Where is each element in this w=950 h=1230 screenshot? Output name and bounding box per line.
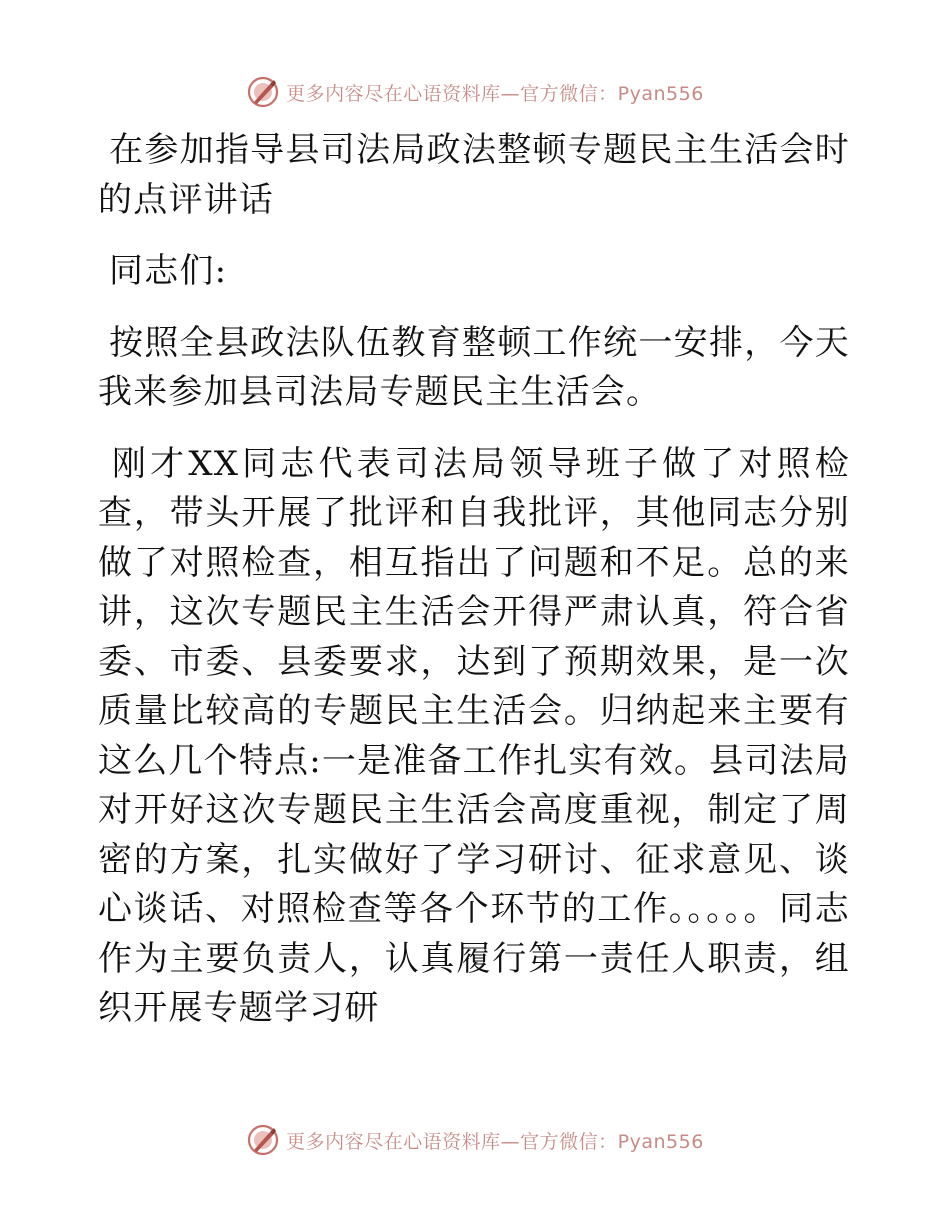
watermark-text: 更多内容尽在心语资料库—官方微信：Pyan556 (286, 1130, 704, 1153)
paragraph-2: 刚才XX同志代表司法局领导班子做了对照检查，带头开展了批评和自我批评，其他同志分别做了对照检查，相互指出了问题和不足。总的来讲，这次专题民主生活会开得严肃认真，符合省委、市委、县委要求，达到了预期效果，是一次质量比较高的专题民主生活会。归纳起来主要有这么几个特点:一是准备工作扎实有效。县司法局对开好这次专题民主生活会高度重视，制定了周密的方案，扎实做好了学习研讨、征求意见、谈心谈话、对照检查等各个环节的工作。。。。。同志作为主要负责人，认真履行第一责任人职责，组织开展专题学习研 (98, 443, 850, 1028)
pen-seal-logo-icon (246, 1123, 280, 1157)
pen-seal-logo-icon (246, 75, 280, 109)
document-title: 在参加指导县司法局政法整顿专题民主生活会时的点评讲话 (98, 130, 850, 220)
header-watermark (0, 72, 950, 112)
watermark-text: 更多内容尽在心语资料库—官方微信：Pyan556 (286, 82, 704, 105)
paragraph-1: 按照全县政法队伍教育整顿工作统一安排，今天我来参加县司法局专题民主生活会。 (98, 322, 850, 412)
salutation: 同志们: (109, 251, 228, 291)
footer-watermark (0, 1120, 950, 1160)
document-body (98, 126, 850, 1056)
